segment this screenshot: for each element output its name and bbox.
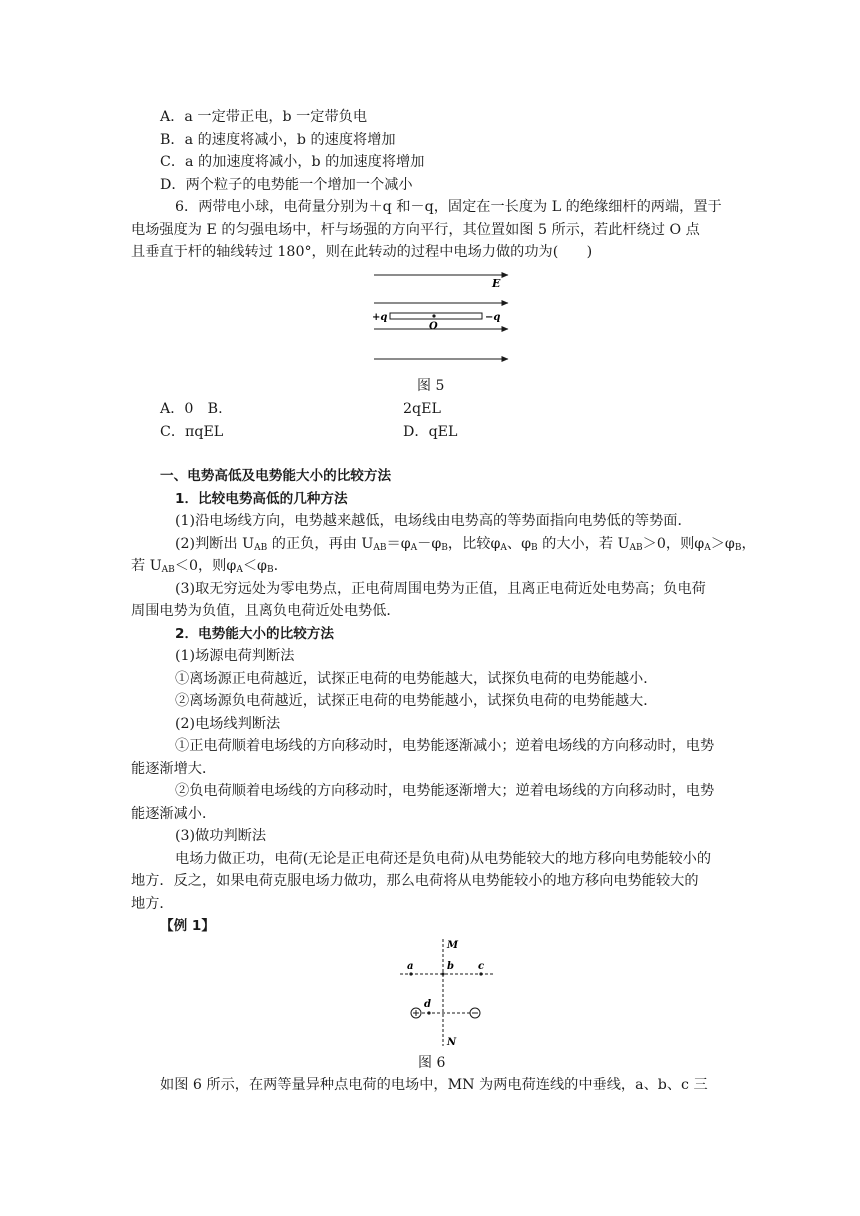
- pivot-point: [432, 314, 435, 317]
- figure-5: [368, 265, 516, 365]
- label-plus-q: +q: [372, 312, 388, 323]
- q6-line-3: 且垂直于杆的轴线转过 180°，则在此转动的过程中电场力做的功为( ): [131, 244, 593, 260]
- label-minus-q: −q: [485, 312, 501, 323]
- method-3-title: (3)做功判断法: [175, 828, 267, 844]
- method-3-line-2: 地方．反之，如果电荷克服电场力做功，那么电荷将从电势能较小的地方移向电势能较大的: [131, 873, 699, 889]
- label-E: E: [492, 277, 501, 290]
- paragraph-3-line-2: 周围电势为负值，且离负电荷近处电势低．: [131, 603, 401, 619]
- insulating-rod: [390, 313, 482, 319]
- negative-charge-icon: [470, 1008, 480, 1018]
- method-2-b-line-1: ②负电荷顺着电场线的方向移动时，电势能逐渐增大；逆着电场线的方向移动时，电势: [175, 783, 715, 799]
- paragraph-2-line-1: (2)判断出 $U_{AB}$ 的正负，再由 $U_{AB}=\varphi_A-\varphi_B$，比较$\varphi_A$、$\varphi_B$ 的大小，若 $U_{AB}>0$，则$\varphi_A>\varphi_B$，: [175, 536, 756, 553]
- q6-line-2: 电场强度为 E 的匀强电场中，杆与场强的方向平行，其位置如图 5 所示，若此杆绕过 O 点: [131, 222, 700, 238]
- option-d: D．两个粒子的电势能一个增加一个减小: [160, 177, 413, 193]
- figure-6: [398, 936, 502, 1050]
- label-M: M: [447, 940, 459, 951]
- option-a: A．a 一定带正电，b 一定带负电: [160, 109, 368, 125]
- q6-option-a: A．0 B.: [160, 401, 223, 417]
- method-3-line-1: 电场力做正功，电荷(无论是正电荷还是负电荷)从电势能较大的地方移向电势能较小的: [175, 851, 712, 867]
- method-3-line-3: 地方．: [131, 896, 174, 912]
- method-1-b: ②离场源负电荷越近，试探正电荷的电势能越小，试探负电荷的电势能越大．: [175, 693, 658, 709]
- paragraph-3-line-1: (3)取无穷远处为零电势点，正电荷周围电势为正值，且离正电荷近处电势高；负电荷: [175, 581, 706, 597]
- paragraph-2-line-2: 若 $U_{AB}<0$，则$\varphi_A<\varphi_B$.: [131, 558, 279, 575]
- option-b: B．a 的速度将减小，b 的速度将增加: [160, 132, 396, 148]
- section-heading: 一、电势高低及电势能大小的比较方法: [160, 468, 392, 484]
- q6-line-1: 6．两带电小球，电荷量分别为＋q 和－q，固定在一长度为 L 的绝缘细杆的两端，置于: [175, 199, 722, 215]
- subheading-2: 2．电势能大小的比较方法: [175, 626, 334, 642]
- q6-option-b-value: 2qEL: [403, 401, 441, 417]
- point-d: [427, 1011, 430, 1014]
- example-1-label: 【例 1】: [160, 918, 215, 934]
- positive-charge-icon: [411, 1008, 421, 1018]
- figure-6-caption: 图 6: [418, 1055, 446, 1071]
- point-b: [441, 972, 444, 975]
- point-a: [409, 972, 412, 975]
- method-2-title: (2)电场线判断法: [175, 716, 281, 732]
- method-2-a-line-1: ①正电荷顺着电场线的方向移动时，电势能逐渐减小；逆着电场线的方向移动时，电势: [175, 738, 715, 754]
- method-1-a: ①离场源正电荷越近，试探正电荷的电势能越大，试探负电荷的电势能越小．: [175, 671, 658, 687]
- q6-option-c: C．πqEL: [160, 424, 224, 440]
- label-d: d: [424, 999, 431, 1010]
- method-2-a-line-2: 能逐渐增大．: [131, 761, 217, 777]
- label-N: N: [447, 1037, 457, 1048]
- label-a: a: [407, 961, 414, 972]
- example-1-text: 如图 6 所示，在两等量异种点电荷的电场中，MN 为两电荷连线的中垂线，a、b、c 三: [160, 1077, 708, 1093]
- option-c: C．a 的加速度将减小，b 的加速度将增加: [160, 154, 425, 170]
- label-O: O: [429, 321, 438, 332]
- label-b: b: [447, 961, 454, 972]
- paragraph-1: (1)沿电场线方向，电势越来越低，电场线由电势高的等势面指向电势低的等势面．: [175, 513, 692, 529]
- point-c: [479, 972, 482, 975]
- subheading-1: 1．比较电势高低的几种方法: [175, 491, 348, 507]
- method-1-title: (1)场源电荷判断法: [175, 648, 295, 664]
- label-c: c: [478, 961, 485, 972]
- q6-option-d: D．qEL: [403, 424, 458, 440]
- figure-5-caption: 图 5: [417, 378, 445, 394]
- method-2-b-line-2: 能逐渐减小．: [131, 806, 217, 822]
